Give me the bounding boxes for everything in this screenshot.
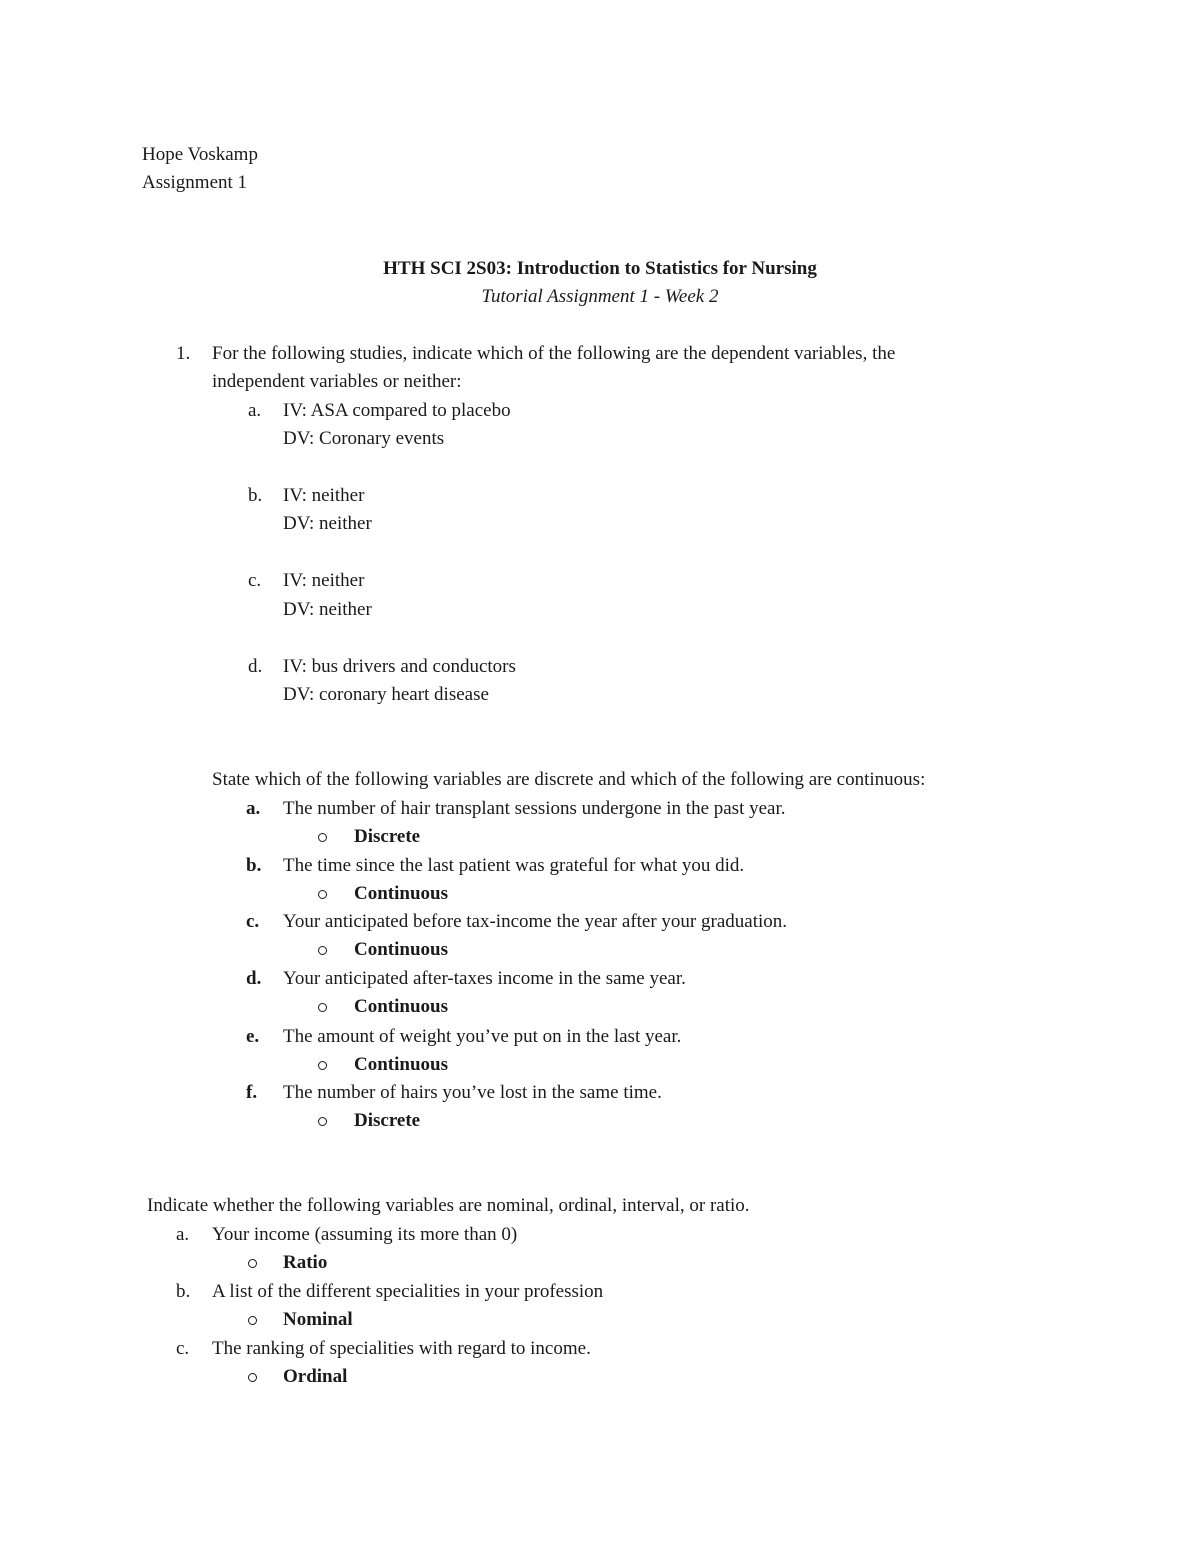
q2-item-f-text: The number of hairs you’ve lost in the same time. — [283, 1082, 662, 1103]
q3-item-b-text: A list of the different specialities in your profession — [212, 1281, 604, 1302]
q2-item-a-bullet-icon — [318, 833, 327, 842]
q2-item-b-letter: b. — [246, 855, 262, 876]
q1-item-b-letter: b. — [248, 485, 263, 506]
q1-item-d-letter: d. — [248, 656, 263, 677]
q2-item-c-text: Your anticipated before tax-income the year after your graduation. — [283, 911, 788, 932]
q2-item-d-answer: Continuous — [354, 996, 448, 1017]
q1-item-d-iv: IV: bus drivers and conductors — [283, 656, 516, 677]
q3-item-c-letter: c. — [176, 1338, 190, 1359]
q1-item-d-dv: DV: coronary heart disease — [283, 684, 489, 705]
q1-prompt-line1: For the following studies, indicate which of the following are the dependent variables, the — [212, 343, 896, 364]
q2-item-c-answer: Continuous — [354, 939, 448, 960]
q3-item-c-text: The ranking of specialities with regard to income. — [212, 1338, 591, 1359]
q2-item-c-letter: c. — [246, 911, 260, 932]
q1-item-b-dv: DV: neither — [283, 513, 372, 534]
q1-prompt-line2: independent variables or neither: — [212, 371, 462, 392]
q2-item-e-letter: e. — [246, 1026, 260, 1047]
q1-item-b-iv: IV: neither — [283, 485, 365, 506]
author-name: Hope Voskamp — [142, 144, 258, 165]
course-title: HTH SCI 2S03: Introduction to Statistics for Nursing — [383, 258, 817, 279]
q2-item-f-answer: Discrete — [354, 1110, 421, 1131]
q3-item-a-letter: a. — [176, 1224, 190, 1245]
q2-item-d-text: Your anticipated after-taxes income in the same year. — [283, 968, 686, 989]
q3-item-a-answer: Ratio — [283, 1252, 328, 1273]
q2-item-b-bullet-icon — [318, 890, 327, 899]
q3-item-b-bullet-icon — [248, 1316, 257, 1325]
q2-item-a-text: The number of hair transplant sessions undergone in the past year. — [283, 798, 786, 819]
q1-item-a-iv: IV: ASA compared to placebo — [283, 400, 511, 421]
q3-item-c-bullet-icon — [248, 1373, 257, 1382]
q2-item-c-bullet-icon — [318, 946, 327, 955]
assignment-label: Assignment 1 — [142, 172, 248, 193]
q2-prompt: State which of the following variables are discrete and which of the following are continuous: — [212, 769, 926, 790]
q3-item-b-answer: Nominal — [283, 1309, 353, 1330]
q2-item-e-answer: Continuous — [354, 1054, 448, 1075]
q3-item-c-answer: Ordinal — [283, 1366, 348, 1387]
q2-item-f-bullet-icon — [318, 1117, 327, 1126]
q2-item-b-answer: Continuous — [354, 883, 448, 904]
q2-item-a-letter: a. — [246, 798, 261, 819]
q1-number: 1. — [176, 343, 191, 364]
q2-item-d-bullet-icon — [318, 1003, 327, 1012]
q2-item-e-text: The amount of weight you’ve put on in the last year. — [283, 1026, 682, 1047]
q3-item-a-text: Your income (assuming its more than 0) — [212, 1224, 518, 1245]
q2-item-f-letter: f. — [246, 1082, 258, 1103]
q1-item-a-dv: DV: Coronary events — [283, 428, 445, 449]
q3-prompt: Indicate whether the following variables are nominal, ordinal, interval, or ratio. — [147, 1195, 750, 1216]
q1-item-c-dv: DV: neither — [283, 599, 372, 620]
q2-item-e-bullet-icon — [318, 1061, 327, 1070]
q2-item-d-letter: d. — [246, 968, 262, 989]
q1-item-c-iv: IV: neither — [283, 570, 365, 591]
q2-item-a-answer: Discrete — [354, 826, 421, 847]
q3-item-b-letter: b. — [176, 1281, 191, 1302]
q1-item-c-letter: c. — [248, 570, 262, 591]
q2-item-b-text: The time since the last patient was grateful for what you did. — [283, 855, 745, 876]
q3-item-a-bullet-icon — [248, 1259, 257, 1268]
q1-item-a-letter: a. — [248, 400, 262, 421]
course-subtitle: Tutorial Assignment 1 - Week 2 — [481, 286, 719, 307]
